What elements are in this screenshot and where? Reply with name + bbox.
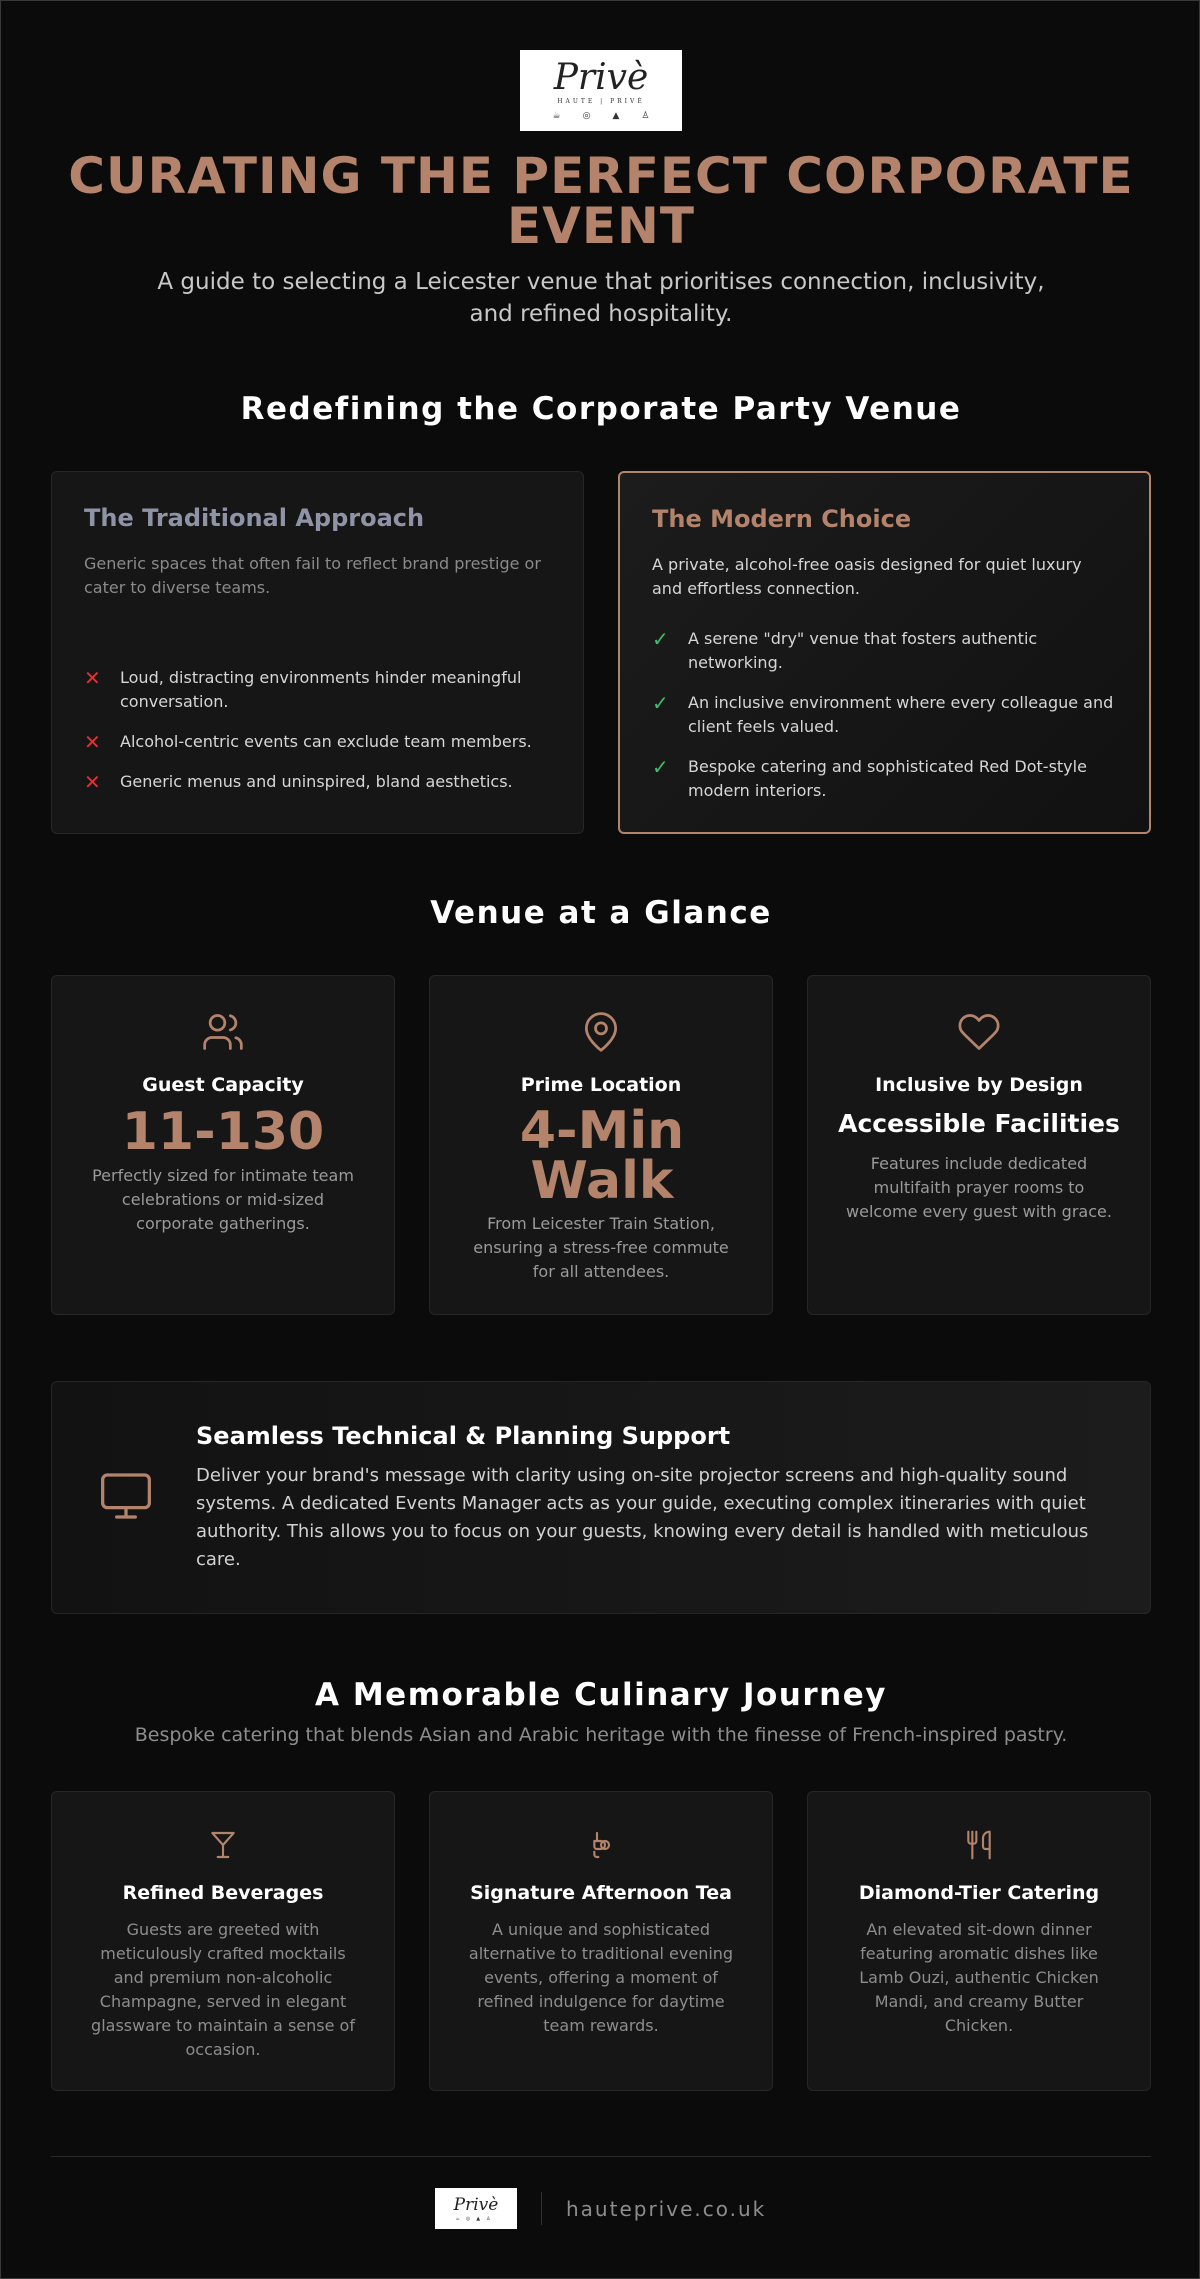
culinary-card-afternoon-tea [429,1791,773,2091]
hero-title: CURATING THE PERFECT CORPORATE EVENT [68,147,1134,255]
cross-icon: ✕ [84,730,101,754]
heart-icon [808,1010,1150,1054]
glance-value: Accessible Facilities [838,1109,1120,1138]
check-icon: ✓ [652,627,669,651]
logo-wordmark: Privè [553,57,649,98]
support-body: Deliver your brand's message with clarity using on-site projector screens and high-quality sound systems. A dedicated Events Manager acts as your guide, executing complex itineraries with quiet authority. This allows you to focus on your guests, knowing every detail is handled with meticulous care. [196,1465,1089,1570]
footer-separator [541,2192,542,2225]
culinary-description: A unique and sophisticated alternative to traditional evening events, offering a moment of refined indulgence for daytime team rewards. [468,1920,734,2035]
logo-tagline: HAUTE | PRIVÈ [557,98,645,105]
traditional-approach-card [51,471,584,834]
glance-card-capacity [51,975,395,1315]
glance-label: Guest Capacity [142,1074,304,1096]
modern-description: A private, alcohol-free oasis designed for quiet luxury and effortless connection. [652,555,1082,598]
footer-logo[interactable] [435,2188,517,2229]
culinary-description: An elevated sit-down dinner featuring aromatic dishes like Lamb Ouzi, authentic Chicken Mandi, and creamy Butter Chicken. [859,1920,1099,2035]
glance-card-location [429,975,773,1315]
culinary-title: Signature Afternoon Tea [470,1882,732,1904]
footer-website-link[interactable]: hauteprive.co.uk [566,2197,767,2221]
footer-logo-wordmark: Privè [453,2194,499,2215]
culinary-title: Diamond-Tier Catering [858,1882,1100,1904]
culinary-subtitle: Bespoke catering that blends Asian and Arabic heritage with the finesse of French-inspired pastry. [134,1724,1068,1746]
section-heading-glance: Venue at a Glance [430,895,772,931]
monitor-icon [96,1468,156,1528]
check-icon: ✓ [652,691,669,715]
footer-logo-icons: ☕◎▲♙ [455,2215,497,2222]
list-item: ✕ Alcohol-centric events can exclude team members. [84,730,532,754]
glance-label: Prime Location [520,1074,682,1096]
culinary-title: Refined Beverages [122,1882,324,1904]
check-icon: ✓ [652,755,669,779]
glance-description: Perfectly sized for intimate team celebrations or mid-sized corporate gatherings. [92,1166,354,1233]
list-item: ✕ Loud, distracting environments hinder meaningful conversation. [84,666,522,711]
list-item: ✓ Bespoke catering and sophisticated Red Dot-style modern interiors. [652,755,1087,800]
modern-list [652,627,1122,819]
cocktail-glass-icon [52,1828,394,1862]
list-item: ✕ Generic menus and uninspired, bland aesthetics. [84,770,513,794]
culinary-card-beverages [51,1791,395,2091]
cake-icon: ▲ [612,111,620,121]
glance-description: From Leicester Train Station, ensuring a stress-free commute for all attendees. [473,1214,729,1281]
section-heading-culinary: A Memorable Culinary Journey [315,1677,887,1713]
brand-logo[interactable] [520,50,682,131]
hero-subtitle: A guide to selecting a Leicester venue that prioritises connection, inclusivity, and refined hospitality. [157,269,1045,327]
glance-card-inclusive [807,975,1151,1315]
list-item: ✓ An inclusive environment where every colleague and client feels valued. [652,691,1114,736]
modern-title: The Modern Choice [652,505,912,533]
glass-icon: ♙ [641,111,650,121]
support-title: Seamless Technical & Planning Support [196,1422,731,1450]
tea-icon: ☕ [552,111,561,121]
footer-divider [51,2156,1151,2157]
users-icon [52,1010,394,1054]
map-pin-icon [430,1010,772,1054]
traditional-description: Generic spaces that often fail to reflect brand prestige or cater to diverse teams. [84,554,541,597]
traditional-title: The Traditional Approach [84,504,425,532]
traditional-list [84,666,554,810]
modern-choice-card [618,471,1151,834]
section-heading-redefining: Redefining the Corporate Party Venue [240,391,962,427]
teapot-icon [430,1828,772,1862]
support-banner [51,1381,1151,1614]
culinary-description: Guests are greeted with meticulously crafted mocktails and premium non-alcoholic Champagne, served in elegant glassware to maintain a sense of occasion. [91,1920,355,2059]
ring-icon: ◎ [582,111,591,121]
logo-icon-row [553,111,650,121]
list-item: ✓ A serene "dry" venue that fosters authentic networking. [652,627,1038,672]
utensils-icon [808,1828,1150,1862]
glance-label: Inclusive by Design [875,1074,1083,1096]
glance-description: Features include dedicated multifaith prayer rooms to welcome every guest with grace. [846,1154,1112,1221]
glance-value: 4-Min Walk [519,1101,685,1211]
culinary-card-catering [807,1791,1151,2091]
cross-icon: ✕ [84,770,101,794]
glance-value: 11-130 [121,1102,325,1162]
cross-icon: ✕ [84,666,101,690]
